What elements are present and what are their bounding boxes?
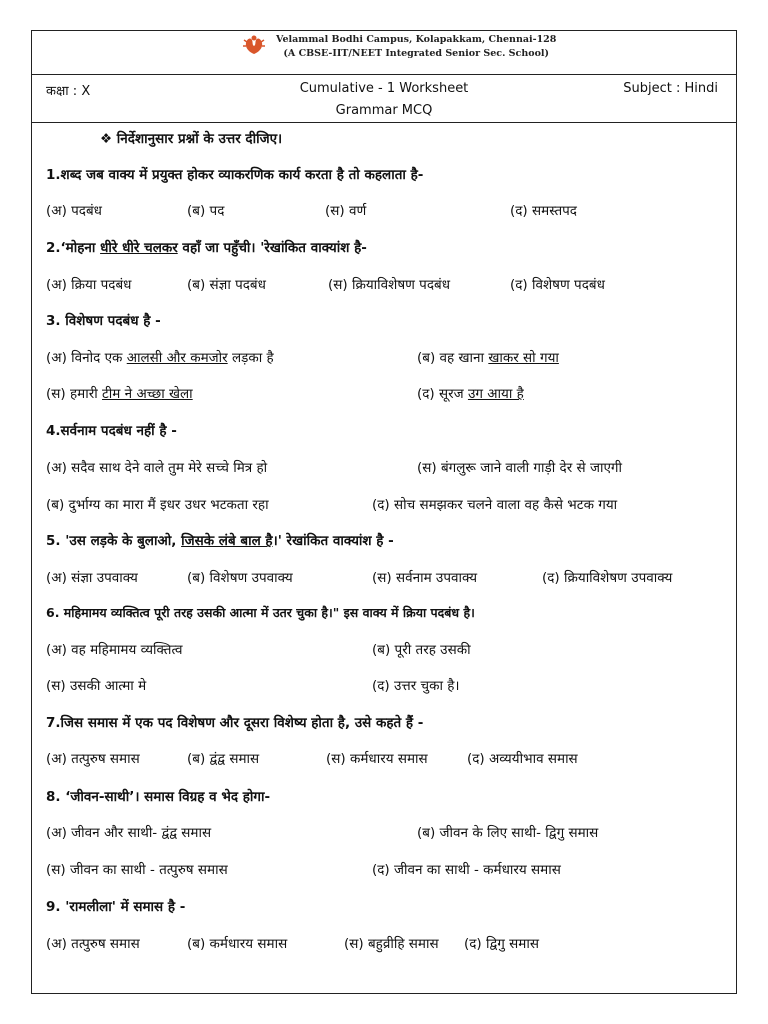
option-8d: (द) जीवन का साथी - कर्मधारय समास <box>372 862 561 878</box>
question-6: 6. महिमामय व्यक्तित्व पूरी तरह उसकी आत्मा में उतर चुका है।" इस वाक्य में क्रिया पदबंध है। <box>46 605 475 620</box>
option-6c: (स) उसकी आत्मा मे <box>46 678 147 694</box>
question-4: 4.सर्वनाम पदबंध नहीं है - <box>46 423 177 439</box>
question-7: 7.जिस समास में एक पद विशेषण और दूसरा विशेष्य होता है, उसे कहते हैं - <box>46 715 424 731</box>
question-2-text-end: वहाँ जा पहुँची। 'रेखांकित वाक्यांश है- <box>177 240 367 256</box>
option-3c <box>46 384 193 402</box>
option-2b: (ब) संज्ञा पदबंध <box>187 277 266 293</box>
option-4d: (द) सोच समझकर चलने वाला वह कैसे भटक गया <box>372 497 618 513</box>
question-5-text: 5. 'उस लड़के के बुलाओ, <box>46 533 182 549</box>
option-4a: (अ) सदैव साथ देने वाले तुम मेरे सच्चे मित्र हो <box>46 460 268 476</box>
option-6b: (ब) पूरी तरह उसकी <box>372 642 471 658</box>
option-3c-text: (स) हमारी <box>46 386 102 402</box>
option-1b: (ब) पद <box>187 203 225 219</box>
option-3d <box>417 384 524 402</box>
option-7b: (ब) द्वंद्व समास <box>187 751 260 767</box>
option-3b-underlined: खाकर सो गया <box>488 350 559 366</box>
school-type: (A CBSE-IIT/NEET Integrated Senior Sec. School) <box>283 48 550 59</box>
option-3a-text: (अ) विनोद एक <box>46 350 127 366</box>
option-9d: (द) द्विगु समास <box>464 936 539 952</box>
title-divider <box>32 122 736 123</box>
question-2-underlined: धीरे धीरे चलकर <box>100 240 178 256</box>
option-3a-underlined: आलसी और कमजोर <box>126 350 228 366</box>
option-8c: (स) जीवन का साथी - तत्पुरुष समास <box>46 862 228 878</box>
question-5 <box>46 531 394 549</box>
worksheet-frame <box>31 30 737 994</box>
option-3a <box>46 348 274 366</box>
subject-label: Subject : Hindi <box>623 81 718 96</box>
question-1: 1.शब्द जब वाक्य में प्रयुक्त होकर व्याकरणिक कार्य करता है तो कहलाता है- <box>46 167 424 183</box>
option-2d: (द) विशेषण पदबंध <box>510 277 605 293</box>
option-3b <box>417 348 559 366</box>
option-5b: (ब) विशेषण उपवाक्य <box>187 570 293 586</box>
header-divider <box>32 74 736 75</box>
option-5a: (अ) संज्ञा उपवाक्य <box>46 570 138 586</box>
option-1c: (स) वर्ण <box>325 203 367 219</box>
question-3: 3. विशेषण पदबंध है - <box>46 313 161 329</box>
school-logo-icon <box>241 34 267 56</box>
option-7d: (द) अव्ययीभाव समास <box>467 751 578 767</box>
option-1d: (द) समस्तपद <box>510 203 577 219</box>
question-2-text: 2.‘मोहना <box>46 240 101 256</box>
option-3c-underlined: टीम ने अच्छा खेला <box>102 386 193 402</box>
option-9c: (स) बहुव्रीहि समास <box>344 936 439 952</box>
question-9: 9. 'रामलीला' में समास है - <box>46 899 186 915</box>
question-5-underlined: जिसके लंबे बाल है <box>181 533 273 549</box>
worksheet-subtitle: Grammar MCQ <box>335 103 433 118</box>
option-3a-text-end: लड़का है <box>227 350 274 366</box>
class-label: कक्षा : X <box>46 84 91 99</box>
school-name-block <box>276 33 556 61</box>
option-5c: (स) सर्वनाम उपवाक्य <box>372 570 478 586</box>
option-7a: (अ) तत्पुरुष समास <box>46 751 140 767</box>
question-8: 8. ‘जीवन-साथी’। समास विग्रह व भेद होगा- <box>46 789 271 805</box>
option-8a: (अ) जीवन और साथी- द्वंद्व समास <box>46 825 212 841</box>
option-2a: (अ) क्रिया पदबंध <box>46 277 132 293</box>
option-9a: (अ) तत्पुरुष समास <box>46 936 140 952</box>
option-9b: (ब) कर्मधारय समास <box>187 936 288 952</box>
option-3d-text: (द) सूरज <box>417 386 468 402</box>
question-2 <box>46 238 367 256</box>
worksheet-title: Cumulative - 1 Worksheet <box>299 81 469 96</box>
instruction: ❖ निर्देशानुसार प्रश्नों के उत्तर दीजिए। <box>100 131 283 147</box>
option-4c: (स) बंगलुरू जाने वाली गाड़ी देर से जाएगी <box>417 460 623 476</box>
option-1a: (अ) पदबंध <box>46 203 102 219</box>
option-6d: (द) उत्तर चुका है। <box>372 678 460 694</box>
question-5-text-end: ।' रेखांकित वाक्यांश है - <box>272 533 394 549</box>
school-name: Velammal Bodhi Campus, Kolapakkam, Chennai-128 <box>276 34 557 45</box>
option-3b-text: (ब) वह खाना <box>417 350 489 366</box>
option-7c: (स) कर्मधारय समास <box>326 751 428 767</box>
school-header <box>32 31 736 71</box>
option-8b: (ब) जीवन के लिए साथी- द्विगु समास <box>417 825 599 841</box>
option-2c: (स) क्रियाविशेषण पदबंध <box>328 277 451 293</box>
option-6a: (अ) वह महिमामय व्यक्तित्व <box>46 642 183 658</box>
option-3d-underlined: उग आया है <box>467 386 524 402</box>
option-5d: (द) क्रियाविशेषण उपवाक्य <box>542 570 673 586</box>
option-4b: (ब) दुर्भाग्य का मारा मैं इधर उधर भटकता रहा <box>46 497 269 513</box>
